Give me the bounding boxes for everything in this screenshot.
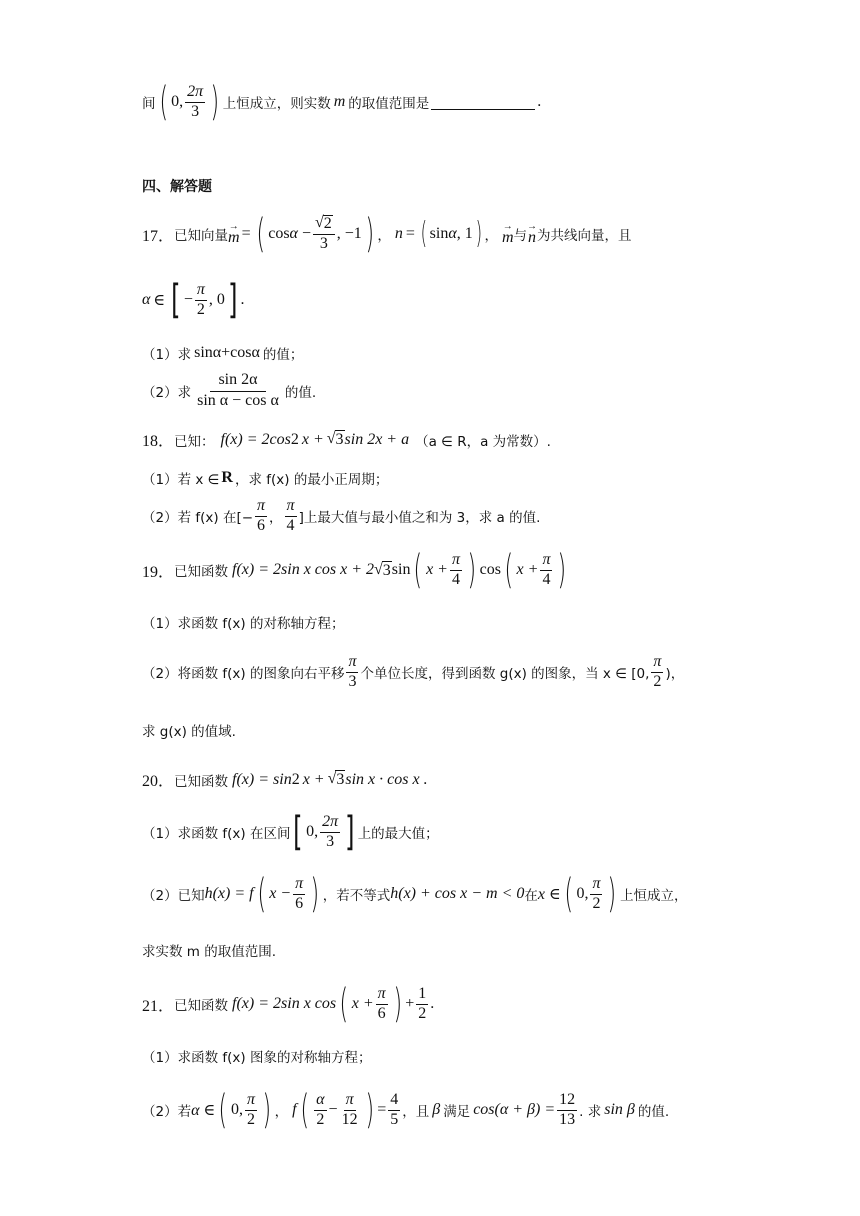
- frac-den: 2: [592, 894, 601, 912]
- q19-part2: [142, 654, 684, 691]
- frac-num: 2π: [185, 84, 205, 103]
- q20-part1-b: 上的最大值；: [357, 826, 439, 842]
- paren-right: ): [607, 871, 617, 917]
- q17-fraction: √ 2 3: [313, 215, 335, 253]
- bracket-left: [: [171, 277, 181, 323]
- frac-den: 2: [316, 1110, 325, 1128]
- q21-fraction-6: [388, 1092, 400, 1129]
- paren-left: (: [420, 216, 428, 251]
- paren-right: ): [557, 547, 567, 593]
- q21-part1: [142, 1046, 371, 1066]
- bracket-right: ]: [228, 277, 238, 323]
- arg: x −: [269, 885, 292, 902]
- q18-fraction-1: [255, 498, 267, 535]
- vector-m: → m: [228, 221, 240, 247]
- q20-line1: 20． 已知函数 f(x) = sin 2 x + √ 3 sin x · cos x .: [142, 770, 428, 790]
- interval: 0,: [230, 1101, 243, 1118]
- frac-num: 12: [557, 1092, 577, 1111]
- frac-den: 5: [390, 1110, 399, 1128]
- q19-part2-a: （2）将函数 f(x) 的图象向右平移: [142, 666, 345, 683]
- paren-left: (: [504, 547, 514, 593]
- cos: cos: [479, 561, 501, 578]
- q17-part2: [142, 372, 316, 410]
- q18-fraction-2: [285, 498, 297, 535]
- paren-right: ): [210, 79, 220, 125]
- paren-left: (: [256, 211, 265, 257]
- q16-prefix: 间: [142, 96, 156, 112]
- q21-fraction-5: [340, 1092, 360, 1129]
- frac-num: 2π: [320, 814, 340, 833]
- sqrt-value: 3: [382, 561, 391, 579]
- q19-part2-tail: [142, 720, 236, 740]
- part-end: 的值；: [262, 347, 304, 363]
- frac-den: 3: [326, 832, 335, 850]
- q16-end: .: [537, 93, 542, 110]
- paren-right: ): [310, 871, 320, 917]
- q21-fraction-4: [314, 1092, 326, 1129]
- q21-part2-b: ，且: [402, 1104, 430, 1120]
- q18-part2-b: ]上最大值与最小值之和为 3，求 a 的值.: [298, 510, 541, 527]
- q21-number: 21．: [142, 997, 175, 1015]
- q21-part2-e: 的值.: [637, 1104, 670, 1120]
- vector-n: → n: [527, 221, 538, 247]
- q21-part2-c: 满足: [443, 1104, 471, 1120]
- q20-fraction-3: [590, 876, 602, 913]
- vector-m: → m: [501, 221, 514, 247]
- frac-num: π: [285, 498, 297, 517]
- paren-left: (: [257, 871, 266, 917]
- q18-part2-a: （2）若 f(x) 在[−: [142, 510, 254, 527]
- alpha-in: α ∈: [191, 1102, 216, 1119]
- q20-fraction-2: [293, 876, 305, 913]
- frac-den: 6: [377, 1004, 386, 1022]
- q18-part2: [142, 498, 540, 535]
- q17-lead: 已知向量: [174, 228, 229, 244]
- q19-part2-b: 个单位长度，得到函数 g(x) 的图象，当 x ∈ [0,: [360, 666, 650, 683]
- paren-left: (: [564, 871, 573, 917]
- q20-expr-c: sin x · cos x .: [345, 770, 428, 788]
- q18-expr-b: x +: [301, 430, 324, 448]
- sqrt-value: 3: [335, 431, 344, 448]
- q16-tail-line: [142, 79, 542, 125]
- q18-number: 18．: [142, 433, 175, 450]
- q21-fraction-3: [245, 1092, 257, 1129]
- q21-part1: （1）求函数 f(x) 图象的对称轴方程；: [142, 1050, 372, 1066]
- frac-den: 2: [418, 1004, 427, 1022]
- frac-num: π: [450, 552, 462, 571]
- frac-den: 3: [191, 102, 200, 120]
- paren-left: (: [300, 1087, 309, 1133]
- sqrt-value: 3: [336, 771, 345, 788]
- frac-num: 1: [416, 986, 428, 1005]
- frac-num: π: [376, 986, 388, 1005]
- q17-part1-expr: sinα+cosα: [194, 344, 260, 361]
- q16-var: m: [333, 93, 346, 110]
- part-label: （2）求: [142, 384, 192, 401]
- frac-den: 3: [319, 235, 328, 252]
- sin-beta: sin β: [604, 1101, 635, 1118]
- q19-fraction-4: $\frac{\pi}{2}$: [653, 653, 662, 690]
- part-end: 的值.: [284, 384, 317, 401]
- q17-part1: [142, 343, 303, 363]
- q17-relation: 与: [513, 228, 528, 244]
- q20-part2-tail: [142, 940, 276, 960]
- q20-part2-tail: 求实数 m 的取值范围.: [142, 944, 277, 960]
- frac-den: 6: [257, 516, 266, 534]
- q18-line1: 18． 已知： f(x) = 2cos 2 x + √ 3 sin 2x + a （a ∈ R，a 为常数）.: [142, 430, 551, 450]
- arg: x +: [351, 995, 374, 1012]
- sin: sin: [391, 561, 411, 578]
- inequality: h(x) + cos x − m < 0: [390, 885, 525, 902]
- q21-fraction-1: [376, 986, 388, 1023]
- q20-part2: [142, 871, 688, 917]
- period: .: [430, 995, 435, 1012]
- cos-sum: cos(α + β) =: [473, 1101, 556, 1118]
- q18-lead: 已知：: [174, 433, 215, 450]
- q20-part2-a: （2）已知: [142, 888, 205, 904]
- paren-right: ): [393, 981, 402, 1027]
- q18-part1: [142, 468, 388, 488]
- exponent: 2: [291, 770, 300, 788]
- comma: ，: [269, 510, 283, 527]
- frac-num: π: [195, 282, 207, 301]
- q18-condition: （a ∈ R，a 为常数）.: [415, 433, 551, 450]
- q17-line1: 17． 已知向量 → m = ( cosα − √ 2 3 , −1 ) ， n = ( sinα, 1 ) ， → m 与 → n 为共线向量，且: [142, 211, 632, 257]
- sqrt-value: 2: [323, 215, 332, 233]
- q18-expr-c: sin 2x + a: [344, 430, 410, 448]
- q19-part1: （1）求函数 f(x) 的对称轴方程；: [142, 616, 345, 632]
- q21-expr-a: f(x) = 2sin x cos: [232, 995, 337, 1012]
- q21-lead: 已知函数: [174, 998, 229, 1014]
- plus: +: [405, 995, 415, 1012]
- exponent: 2: [290, 430, 299, 448]
- frac-num: π: [346, 654, 358, 673]
- q17-number: 17．: [142, 227, 175, 245]
- frac-den: 4: [451, 570, 460, 588]
- q21-part2-d: . 求: [579, 1104, 602, 1120]
- q17-line2: α ∈ [ − $\frac{\pi}{2}$ , 0 ] .: [142, 277, 245, 323]
- frac-num: sin 2α: [210, 372, 265, 392]
- q17-part2-fraction: [195, 372, 281, 410]
- frac-num: π: [293, 876, 305, 895]
- q21-fraction-7: [557, 1092, 577, 1129]
- paren-right: ): [262, 1087, 272, 1133]
- frac-den: 13: [559, 1110, 576, 1128]
- frac-num: π: [245, 1092, 257, 1111]
- q19-lead: 已知函数: [174, 564, 229, 580]
- q18-expr-a: f(x) = 2cos: [220, 430, 291, 448]
- x-in: x ∈: [537, 886, 561, 903]
- q19-part2-c: )，: [665, 666, 685, 683]
- q17-collinear: 为共线向量，且: [537, 228, 632, 244]
- q20-part2-d: 上恒成立，: [620, 888, 688, 904]
- q16-fraction: [185, 84, 205, 121]
- part-label: （1）求: [142, 347, 192, 363]
- q20-part1: [142, 809, 439, 855]
- real-set: R: [221, 469, 233, 486]
- section-title: 四、解答题: [142, 179, 212, 195]
- frac-den: 4: [286, 516, 295, 534]
- q16-text2: 的取值范围是: [348, 96, 430, 112]
- paren-right: ): [475, 216, 482, 251]
- frac-num: 4: [388, 1092, 400, 1111]
- paren-right: ): [467, 547, 477, 593]
- equals: =: [377, 1101, 387, 1118]
- q19-part1: [142, 612, 344, 632]
- q19-fraction-3: [346, 654, 358, 691]
- frac-num: π: [590, 876, 602, 895]
- paren-left: (: [339, 981, 349, 1027]
- bracket-left: [: [293, 809, 303, 855]
- paren-left: (: [159, 79, 168, 125]
- q18-part1-b: ，求 f(x) 的最小正周期；: [234, 472, 389, 488]
- frac-den: 2: [196, 300, 205, 318]
- frac-den: 2: [246, 1110, 255, 1128]
- q20-part2-c: 在: [524, 888, 538, 904]
- q21-fraction-2: [416, 986, 428, 1023]
- q19-part2-tail: 求 g(x) 的值域.: [142, 724, 236, 740]
- q17-cos: cosα −: [268, 225, 311, 242]
- q16-interval-open: 0,: [171, 93, 184, 110]
- f: f: [292, 1101, 297, 1118]
- bracket-right: ]: [345, 809, 355, 855]
- q21-part2: [142, 1087, 670, 1133]
- beta: β: [432, 1101, 441, 1118]
- interval: 0,: [576, 885, 589, 902]
- paren-left: (: [218, 1087, 228, 1133]
- q20-number: 20．: [142, 773, 175, 790]
- q21-part2-a: （2）若: [142, 1104, 192, 1120]
- answer-blank: [431, 95, 535, 110]
- frac-den: sin α − cos α: [197, 391, 279, 409]
- q17-alpha-fraction: [195, 282, 207, 319]
- minus: −: [328, 1101, 338, 1118]
- q20-lead: 已知函数: [174, 773, 229, 790]
- comma: ，: [274, 1104, 289, 1120]
- q16-text: 上恒成立，则实数: [222, 96, 331, 112]
- paren-right: ): [365, 211, 374, 257]
- q21-line1: [142, 981, 435, 1027]
- frac-num: π: [344, 1092, 356, 1111]
- frac-num: α: [314, 1092, 326, 1111]
- q20-expr-b: x +: [302, 770, 325, 788]
- q19-fraction-2: $\frac{\pi}{4}$: [542, 550, 551, 588]
- q18-part1-a: （1）若 x ∈: [142, 472, 220, 488]
- q20-part2-b: ，若不等式: [322, 888, 391, 904]
- vector-n-label: n: [394, 225, 403, 242]
- frac-den: 6: [295, 894, 304, 912]
- q19-fraction-1: [450, 552, 462, 589]
- q20-fraction-1: [320, 814, 340, 851]
- paren-right: ): [365, 1087, 374, 1133]
- frac-num: π: [255, 498, 267, 517]
- frac-den: 3: [348, 672, 357, 690]
- interval: 0,: [306, 823, 319, 840]
- q20-expr-a: f(x) = sin: [232, 770, 292, 788]
- frac-den: 2: [653, 672, 662, 690]
- h-def: h(x) = f: [204, 885, 254, 902]
- paren-left: (: [413, 547, 423, 593]
- q19-line1: 19． 已知函数 f(x) = 2sin x cos x + 2 √ 3 sin ( x + $\frac{\pi}{4}$ ) cos ( x + $\frac{\pi}{4}$ ): [142, 547, 567, 593]
- q19-expr-a: f(x) = 2sin x cos x + 2: [232, 561, 375, 578]
- q19-number: 19．: [142, 563, 175, 581]
- frac-den: 12: [341, 1110, 358, 1128]
- q20-part1-a: （1）求函数 f(x) 在区间: [142, 826, 291, 842]
- arg: x +: [426, 561, 448, 578]
